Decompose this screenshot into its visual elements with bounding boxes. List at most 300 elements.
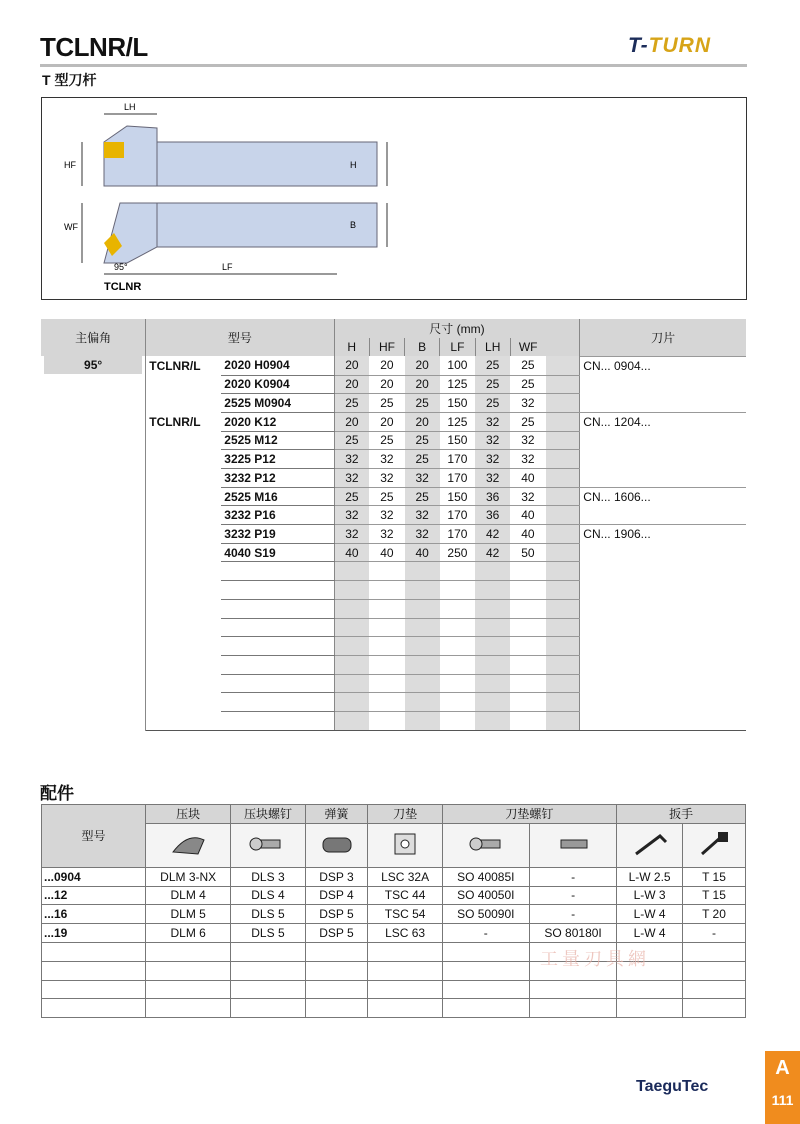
acc-cell: DLM 4 xyxy=(146,886,231,905)
acc-col-shim: 刀垫 xyxy=(368,805,442,824)
dim-cell xyxy=(369,562,404,581)
dim-h: H xyxy=(350,160,357,170)
dim-cell: 25 xyxy=(475,356,510,375)
acc-cell xyxy=(442,942,529,961)
dim-cell: 170 xyxy=(440,450,475,469)
table-row xyxy=(41,431,746,450)
dim-cell: 40 xyxy=(334,543,369,562)
dim-cell: 32 xyxy=(510,487,545,506)
acc-cell xyxy=(682,942,745,961)
dim-cell xyxy=(510,655,545,674)
dim-cell xyxy=(510,618,545,637)
acc-cell: LSC 32A xyxy=(368,867,442,886)
dim-cell: 20 xyxy=(369,356,404,375)
dim-cell: 32 xyxy=(475,412,510,431)
family-cell xyxy=(146,562,222,581)
dim-spacer xyxy=(546,693,580,712)
acc-cell: - xyxy=(529,886,616,905)
insert-side xyxy=(104,142,124,158)
table-row xyxy=(41,356,746,375)
acc-col-clamp-screw: 压块螺钉 xyxy=(231,805,305,824)
dim-cell: 170 xyxy=(440,469,475,488)
model-cell: 3232 P16 xyxy=(221,506,334,525)
acc-cell: SO 80180I xyxy=(529,924,616,943)
dim-cell: 125 xyxy=(440,412,475,431)
insert-cell xyxy=(580,506,746,525)
acc-cell: DLM 5 xyxy=(146,905,231,924)
dim-spacer xyxy=(546,506,580,525)
table-row xyxy=(41,375,746,394)
model-cell: 2525 M12 xyxy=(221,431,334,450)
dim-cell: 25 xyxy=(510,375,545,394)
dim-cell: 32 xyxy=(405,469,440,488)
dim-cell: 20 xyxy=(405,412,440,431)
dim-cell: 32 xyxy=(475,469,510,488)
model-cell xyxy=(221,655,334,674)
dim-cell: 25 xyxy=(334,394,369,413)
dim-cell xyxy=(334,711,369,730)
dim-cell xyxy=(369,655,404,674)
acc-cell xyxy=(146,980,231,999)
family-cell xyxy=(146,543,222,562)
family-cell xyxy=(146,618,222,637)
dim-cell xyxy=(334,581,369,600)
dim-spacer xyxy=(546,394,580,413)
dim-cell: 36 xyxy=(475,506,510,525)
dim-cell xyxy=(510,562,545,581)
table-row xyxy=(41,711,746,730)
dim-cell xyxy=(405,711,440,730)
family-cell: TCLNR/L xyxy=(149,414,201,429)
table-row xyxy=(41,655,746,674)
dim-cell: 32 xyxy=(510,394,545,413)
acc-cell xyxy=(442,999,529,1018)
dim-cell xyxy=(369,711,404,730)
dim-cell xyxy=(440,674,475,693)
dim-spacer xyxy=(546,655,580,674)
acc-cell xyxy=(529,999,616,1018)
clamp-icon xyxy=(146,823,231,867)
acc-cell xyxy=(305,999,368,1018)
dim-cell: 25 xyxy=(369,431,404,450)
dim-cell: 40 xyxy=(405,543,440,562)
table-row xyxy=(41,693,746,712)
acc-row xyxy=(42,999,746,1018)
dim-header: B xyxy=(405,338,440,357)
torx-key-icon xyxy=(682,823,745,867)
dim-cell xyxy=(510,674,545,693)
family-cell xyxy=(146,431,222,450)
table-row xyxy=(41,562,746,581)
shank-top xyxy=(157,203,377,247)
acc-model-cell: ...19 xyxy=(42,924,146,943)
dim-cell xyxy=(475,693,510,712)
family-cell xyxy=(146,487,222,506)
acc-cell: DLM 3-NX xyxy=(146,867,231,886)
model-cell: 2020 H0904 xyxy=(221,356,334,375)
dim-cell xyxy=(369,599,404,618)
family-cell xyxy=(146,506,222,525)
dim-cell: 32 xyxy=(334,469,369,488)
model-cell xyxy=(221,618,334,637)
acc-cell: DLS 3 xyxy=(231,867,305,886)
dim-cell: 20 xyxy=(334,412,369,431)
dim-spacer xyxy=(546,599,580,618)
dim-cell: 25 xyxy=(510,356,545,375)
acc-cell: SO 50090I xyxy=(442,905,529,924)
angle-cell xyxy=(41,356,146,730)
model-cell: 3232 P19 xyxy=(221,525,334,544)
dim-cell: 25 xyxy=(510,412,545,431)
dim-cell xyxy=(475,581,510,600)
family-cell xyxy=(146,655,222,674)
col-insert: 刀片 xyxy=(580,319,746,356)
col-model: 型号 xyxy=(146,319,334,356)
insert-cell xyxy=(580,562,746,581)
dim-cell xyxy=(475,599,510,618)
model-cell: 2525 M0904 xyxy=(221,394,334,413)
dim-cell: 170 xyxy=(440,506,475,525)
accessories-table xyxy=(41,804,746,1018)
family-cell xyxy=(146,581,222,600)
dim-cell: 25 xyxy=(334,431,369,450)
shank-side xyxy=(157,142,377,186)
model-cell xyxy=(221,693,334,712)
dim-header: LF xyxy=(440,338,475,357)
insert-cell xyxy=(580,674,746,693)
model-cell: 2525 M16 xyxy=(221,487,334,506)
dim-cell xyxy=(405,637,440,656)
dim-cell xyxy=(440,618,475,637)
model-cell: 3232 P12 xyxy=(221,469,334,488)
acc-cell xyxy=(305,961,368,980)
dim-cell xyxy=(510,599,545,618)
dim-spacer xyxy=(546,543,580,562)
acc-model-cell: ...12 xyxy=(42,886,146,905)
dim-cell: 32 xyxy=(334,525,369,544)
dim-cell xyxy=(475,618,510,637)
acc-cell: TSC 54 xyxy=(368,905,442,924)
acc-cell xyxy=(442,961,529,980)
table-row xyxy=(41,599,746,618)
dim-cell xyxy=(475,637,510,656)
table-row xyxy=(41,412,746,431)
family-cell xyxy=(146,599,222,618)
dim-spacer xyxy=(546,487,580,506)
acc-cell: DSP 4 xyxy=(305,886,368,905)
dim-cell: 20 xyxy=(334,356,369,375)
dim-cell xyxy=(440,693,475,712)
model-cell: 2020 K12 xyxy=(221,412,334,431)
col-angle: 主偏角 xyxy=(41,319,146,356)
dim-cell: 25 xyxy=(369,394,404,413)
shim-screw-icon xyxy=(442,823,529,867)
acc-cell xyxy=(305,942,368,961)
dim-cell xyxy=(475,562,510,581)
insert-cell xyxy=(580,543,746,562)
insert-cell xyxy=(580,599,746,618)
table-row xyxy=(41,506,746,525)
acc-cell xyxy=(368,999,442,1018)
family-cell xyxy=(146,693,222,712)
dim-cell xyxy=(475,674,510,693)
spring-icon xyxy=(305,823,368,867)
dim-cell: 40 xyxy=(510,525,545,544)
dim-cell xyxy=(369,618,404,637)
insert-cell xyxy=(580,431,746,450)
acc-cell xyxy=(231,999,305,1018)
dim-cell xyxy=(440,655,475,674)
dim-spacer xyxy=(546,356,580,375)
insert-cell: CN... 1906... xyxy=(580,525,746,544)
dim-cell: 20 xyxy=(405,356,440,375)
acc-cell xyxy=(617,999,683,1018)
page-subtitle: T 型刀杆 xyxy=(42,72,97,88)
dim-lh: LH xyxy=(124,102,136,112)
tool-drawing xyxy=(42,98,746,299)
insert-cell xyxy=(580,637,746,656)
dim-cell: 36 xyxy=(475,487,510,506)
dim-cell: 42 xyxy=(475,543,510,562)
dim-cell: 32 xyxy=(510,450,545,469)
dim-header: LH xyxy=(475,338,510,357)
dim-cell: 100 xyxy=(440,356,475,375)
insert-cell: CN... 0904... xyxy=(580,356,746,375)
dim-cell xyxy=(334,693,369,712)
insert-cell xyxy=(580,581,746,600)
dim-b: B xyxy=(350,220,357,230)
acc-cell: - xyxy=(682,924,745,943)
dim-hf: HF xyxy=(64,160,76,170)
acc-cell: L-W 4 xyxy=(617,905,683,924)
dim-cell xyxy=(334,637,369,656)
dim-cell: 25 xyxy=(405,487,440,506)
acc-cell: DSP 3 xyxy=(305,867,368,886)
table-row xyxy=(41,618,746,637)
dim-cell xyxy=(334,674,369,693)
acc-col-shim-screw: 刀垫螺钉 xyxy=(442,805,617,824)
acc-cell xyxy=(682,999,745,1018)
dim-cell: 32 xyxy=(369,506,404,525)
dim-spacer xyxy=(546,469,580,488)
dim-cell: 50 xyxy=(510,543,545,562)
dim-cell: 32 xyxy=(405,506,440,525)
dim-cell: 125 xyxy=(440,375,475,394)
acc-col-clamp: 压块 xyxy=(146,805,231,824)
dim-cell: 32 xyxy=(369,450,404,469)
acc-col-spring: 弹簧 xyxy=(305,805,368,824)
model-cell: 2020 K0904 xyxy=(221,375,334,394)
page-title: TCLNR/L xyxy=(40,32,148,62)
insert-cell: CN... 1204... xyxy=(580,412,746,431)
table-row xyxy=(41,525,746,544)
dim-cell xyxy=(440,562,475,581)
insert-cell xyxy=(580,469,746,488)
acc-cell: L-W 4 xyxy=(617,924,683,943)
table-row xyxy=(41,674,746,693)
dim-cell: 25 xyxy=(475,394,510,413)
acc-row xyxy=(42,980,746,999)
dim-header: WF xyxy=(510,338,545,357)
dim-cell xyxy=(334,562,369,581)
acc-cell: L-W 2.5 xyxy=(617,867,683,886)
dim-cell xyxy=(475,711,510,730)
angle-value: 95° xyxy=(44,356,142,374)
dim-cell: 32 xyxy=(405,525,440,544)
table-row xyxy=(41,487,746,506)
acc-cell: DSP 5 xyxy=(305,905,368,924)
acc-cell: T 20 xyxy=(682,905,745,924)
title-rule xyxy=(40,64,747,67)
clamp-screw-icon xyxy=(231,823,305,867)
dim-cell xyxy=(369,581,404,600)
acc-cell: - xyxy=(529,867,616,886)
acc-cell: T 15 xyxy=(682,867,745,886)
acc-model-cell xyxy=(42,942,146,961)
family-cell xyxy=(146,674,222,693)
acc-row xyxy=(42,867,746,886)
dim-cell xyxy=(369,693,404,712)
dim-cell xyxy=(440,599,475,618)
acc-cell: DLS 5 xyxy=(231,905,305,924)
dim-cell xyxy=(510,711,545,730)
acc-model-cell xyxy=(42,999,146,1018)
model-cell: 3225 P12 xyxy=(221,450,334,469)
dim-cell: 25 xyxy=(405,394,440,413)
dim-cell xyxy=(405,618,440,637)
dim-spacer xyxy=(546,375,580,394)
acc-cell: L-W 3 xyxy=(617,886,683,905)
acc-cell xyxy=(305,980,368,999)
insert-cell xyxy=(580,693,746,712)
model-cell xyxy=(221,711,334,730)
dim-header: HF xyxy=(369,338,404,357)
acc-cell: DLS 4 xyxy=(231,886,305,905)
dim-spacer xyxy=(546,618,580,637)
family-cell xyxy=(146,637,222,656)
dim-cell xyxy=(334,599,369,618)
dim-spacer xyxy=(546,674,580,693)
dim-cell: 25 xyxy=(334,487,369,506)
insert-cell xyxy=(580,655,746,674)
acc-cell: DLM 6 xyxy=(146,924,231,943)
dim-cell: 250 xyxy=(440,543,475,562)
insert-cell xyxy=(580,450,746,469)
dim-cell: 20 xyxy=(369,412,404,431)
acc-cell: DLS 5 xyxy=(231,924,305,943)
dim-cell xyxy=(510,693,545,712)
dim-cell: 25 xyxy=(475,375,510,394)
dim-spacer xyxy=(546,431,580,450)
family-cell: TCLNR/L xyxy=(149,358,201,373)
section-letter: A xyxy=(775,1057,790,1079)
watermark: 工量刃具網 xyxy=(540,949,650,969)
acc-row xyxy=(42,886,746,905)
acc-row xyxy=(42,924,746,943)
dim-cell: 32 xyxy=(334,450,369,469)
diagram-name: TCLNR xyxy=(104,281,142,293)
section-tab xyxy=(765,1051,800,1124)
acc-cell: SO 40085I xyxy=(442,867,529,886)
acc-cell: - xyxy=(529,905,616,924)
acc-model-cell: ...16 xyxy=(42,905,146,924)
table-row xyxy=(41,581,746,600)
insert-cell xyxy=(580,375,746,394)
dim-wf: WF xyxy=(64,222,78,232)
acc-cell xyxy=(231,942,305,961)
page-number: 111 xyxy=(771,1092,794,1108)
dim-spacer xyxy=(546,525,580,544)
dim-spacer xyxy=(546,450,580,469)
acc-cell: TSC 44 xyxy=(368,886,442,905)
acc-row xyxy=(42,905,746,924)
dim-cell xyxy=(405,693,440,712)
dim-spacer xyxy=(546,637,580,656)
dim-cell: 32 xyxy=(369,525,404,544)
dim-cell: 32 xyxy=(369,469,404,488)
model-cell xyxy=(221,599,334,618)
accessories-body xyxy=(42,867,746,1017)
dim-spacer xyxy=(546,562,580,581)
dim-cell: 150 xyxy=(440,431,475,450)
dim-lf: LF xyxy=(222,262,233,272)
dim-cell: 40 xyxy=(369,543,404,562)
shim-icon xyxy=(368,823,442,867)
dim-cell xyxy=(405,655,440,674)
acc-model-cell xyxy=(42,980,146,999)
insert-cell xyxy=(580,394,746,413)
dim-cell: 20 xyxy=(369,375,404,394)
acc-col-model: 型号 xyxy=(42,805,146,868)
dim-angle: 95° xyxy=(114,262,128,272)
acc-cell xyxy=(368,980,442,999)
acc-cell xyxy=(146,999,231,1018)
dim-cell xyxy=(510,637,545,656)
dim-cell xyxy=(405,562,440,581)
dim-cell xyxy=(440,711,475,730)
brand-logo: T-TURN xyxy=(628,34,711,57)
table-row xyxy=(41,469,746,488)
dim-spacer xyxy=(546,581,580,600)
dim-cell: 20 xyxy=(405,375,440,394)
dim-cell xyxy=(369,637,404,656)
model-cell: 4040 S19 xyxy=(221,543,334,562)
family-cell xyxy=(146,375,222,394)
dim-cell: 32 xyxy=(475,431,510,450)
dim-cell xyxy=(334,618,369,637)
dim-cell: 20 xyxy=(334,375,369,394)
dim-cell: 25 xyxy=(405,450,440,469)
acc-cell: LSC 63 xyxy=(368,924,442,943)
col-dims: 尺寸 (mm) xyxy=(334,319,580,338)
shim-screw-alt-icon xyxy=(529,823,616,867)
family-cell xyxy=(146,711,222,730)
insert-cell: CN... 1606... xyxy=(580,487,746,506)
dim-spacer xyxy=(546,412,580,431)
family-cell xyxy=(146,469,222,488)
family-cell xyxy=(146,450,222,469)
acc-cell: SO 40050I xyxy=(442,886,529,905)
acc-cell xyxy=(146,942,231,961)
dim-header: H xyxy=(334,338,369,357)
model-cell xyxy=(221,581,334,600)
dim-cell xyxy=(369,674,404,693)
acc-cell: T 15 xyxy=(682,886,745,905)
acc-cell: DSP 5 xyxy=(305,924,368,943)
dim-cell: 150 xyxy=(440,394,475,413)
table-row xyxy=(41,450,746,469)
family-cell xyxy=(146,525,222,544)
